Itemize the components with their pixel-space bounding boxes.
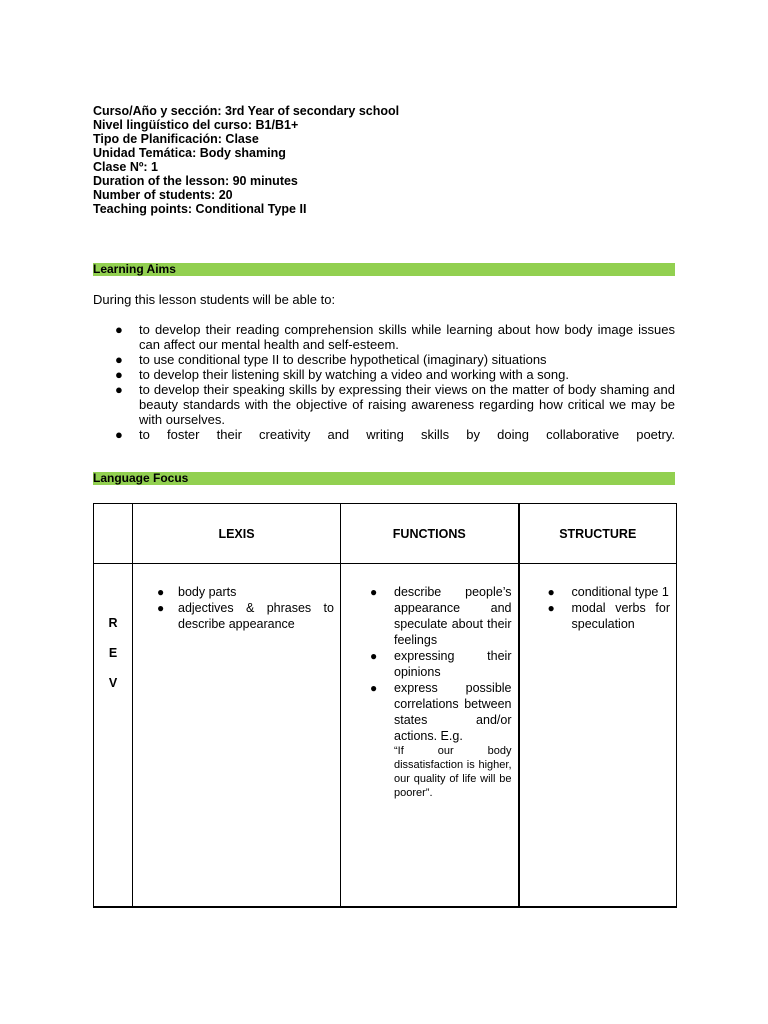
bullet-icon: ●	[547, 585, 555, 599]
course-info	[93, 104, 675, 216]
bullet-icon: ●	[370, 681, 378, 695]
bullet-icon: ●	[547, 601, 555, 615]
table-header-row	[94, 504, 677, 564]
bullet-icon: ●	[157, 601, 165, 615]
bullet-icon: ●	[115, 382, 123, 397]
functions-example: “If our body dissatisfaction is higher, our quality of life will be poorer”.	[394, 745, 512, 799]
bullet-icon: ●	[115, 352, 123, 367]
bullet-icon: ●	[157, 585, 165, 599]
empty-header-cell	[94, 504, 133, 564]
bullet-icon: ●	[115, 322, 123, 337]
course-level: Nivel lingüístico del curso: B1/B1+	[93, 118, 299, 132]
lexis-list	[133, 564, 340, 632]
bullet-icon: ●	[115, 427, 123, 442]
lesson-duration: Duration of the lesson: 90 minutes	[93, 174, 298, 188]
rev-letter: V	[108, 676, 118, 690]
class-number: Clase Nº: 1	[93, 160, 159, 174]
list-item: ● to develop their reading comprehension skills while learning about how body image issues can affect our mental health and self-esteem.	[115, 322, 675, 352]
teaching-points: Teaching points: Conditional Type II	[93, 202, 307, 216]
thematic-unit: Unidad Temática: Body shaming	[93, 146, 286, 160]
learning-aims-intro: During this lesson students will be able to:	[93, 292, 336, 307]
language-focus-table	[93, 503, 677, 908]
structure-cell	[519, 564, 677, 908]
list-item: ● modal verbs for speculation	[547, 601, 670, 631]
list-item: ● express possible correlations between states and/or actions. E.g. “If our body dissatisfaction is higher, our quality of life will be poorer”.	[370, 681, 512, 799]
rev-letter: E	[108, 646, 118, 660]
learning-aims-list	[93, 322, 675, 442]
functions-list	[341, 564, 518, 800]
course-year-section: Curso/Año y sección: 3rd Year of secondary school	[93, 104, 400, 118]
list-item: ● describe people’s appearance and speculate about their feelings	[370, 585, 512, 647]
lexis-cell	[133, 564, 341, 908]
list-item: ● expressing their opinions	[370, 649, 512, 679]
learning-aims-heading: Learning Aims	[93, 263, 675, 276]
bullet-icon: ●	[370, 649, 378, 663]
student-count: Number of students: 20	[93, 188, 233, 202]
list-item: ● to use conditional type II to describe hypothetical (imaginary) situations	[115, 352, 547, 367]
list-item: ● to foster their creativity and writing skills by doing collaborative poetry.	[115, 427, 675, 442]
list-item: ● to develop their speaking skills by expressing their views on the matter of body shaming and beauty standards with the objective of raising awareness regarding how critical we may be with ourselves.	[115, 382, 675, 427]
structure-header: STRUCTURE	[519, 504, 677, 564]
rev-label-cell	[94, 564, 133, 908]
list-item: ● conditional type 1	[547, 585, 669, 599]
bullet-icon: ●	[115, 367, 123, 382]
list-item: ● adjectives & phrases to describe appearance	[157, 601, 334, 631]
lexis-header: LEXIS	[133, 504, 341, 564]
functions-cell	[341, 564, 519, 908]
list-item: ● body parts	[157, 585, 237, 599]
bullet-icon: ●	[370, 585, 378, 599]
table-row	[94, 564, 677, 908]
structure-list	[520, 564, 677, 632]
language-focus-heading: Language Focus	[93, 472, 675, 485]
planning-type: Tipo de Planificación: Clase	[93, 132, 259, 146]
functions-header: FUNCTIONS	[341, 504, 519, 564]
list-item: ● to develop their listening skill by watching a video and working with a song.	[115, 367, 569, 382]
rev-letter: R	[108, 616, 118, 630]
